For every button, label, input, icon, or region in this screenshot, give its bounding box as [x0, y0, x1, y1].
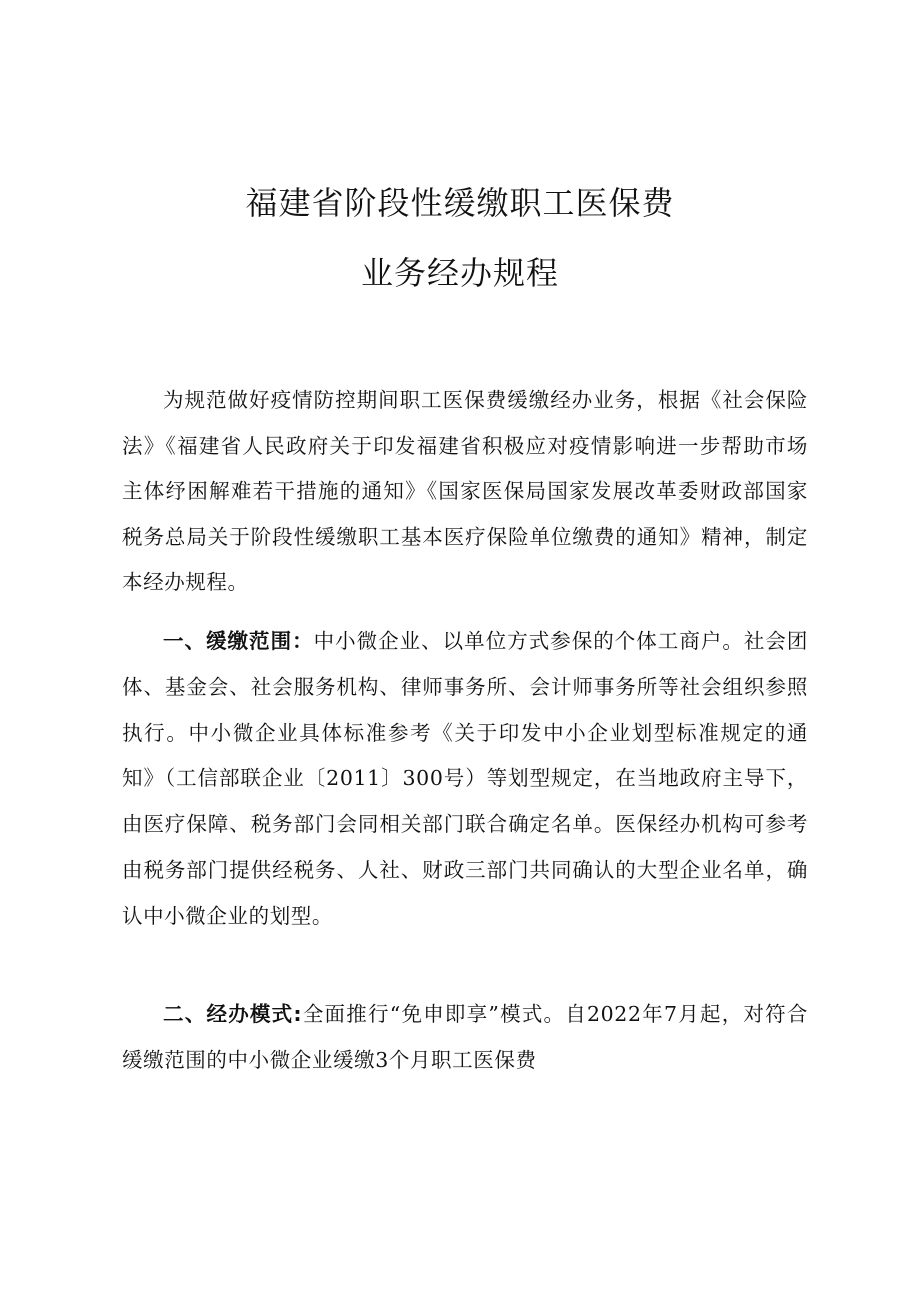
- section-1-heading: 一、缓缴范围：: [163, 629, 314, 653]
- section-1-body: 中小微企业、以单位方式参保的个体工商户。社会团体、基金会、社会服务机构、律师事务所、会计师事务所等社会组织参照执行。中小微企业具体标准参考《关于印发中小企业划型标准规定的通知》（工信部联企业〔2011〕300号）等划型规定，在当地政府主导下，由医疗保障、税务部门会同相关部门联合确定名单。医保经办机构可参考由税务部门提供经税务、人社、财政三部门共同确认的大型企业名单，确认中小微企业的划型。: [122, 629, 808, 928]
- section-2-heading: 二、经办模式:: [163, 1002, 303, 1026]
- section-2-body: 全面推行“免申即享”模式。自2022年7月起，对符合缓缴范围的中小微企业缓缴3个月职工医保费: [122, 1002, 808, 1072]
- intro-paragraph: 为规范做好疫情防控期间职工医保费缓缴经办业务，根据《社会保险法》《福建省人民政府关于印发福建省积极应对疫情影响进一步帮助市场主体纾困解难若干措施的通知》《国家医保局国家发展改革委财政部国家税务总局关于阶段性缓缴职工基本医疗保险单位缴费的通知》精神，制定本经办规程。: [122, 388, 808, 594]
- document-title-line-2: 业务经办规程: [360, 254, 559, 292]
- section-2-paragraph: [122, 992, 808, 1083]
- document-title-line-1: 福建省阶段性缓缴职工医保费: [245, 184, 675, 222]
- section-1-paragraph: [122, 619, 808, 940]
